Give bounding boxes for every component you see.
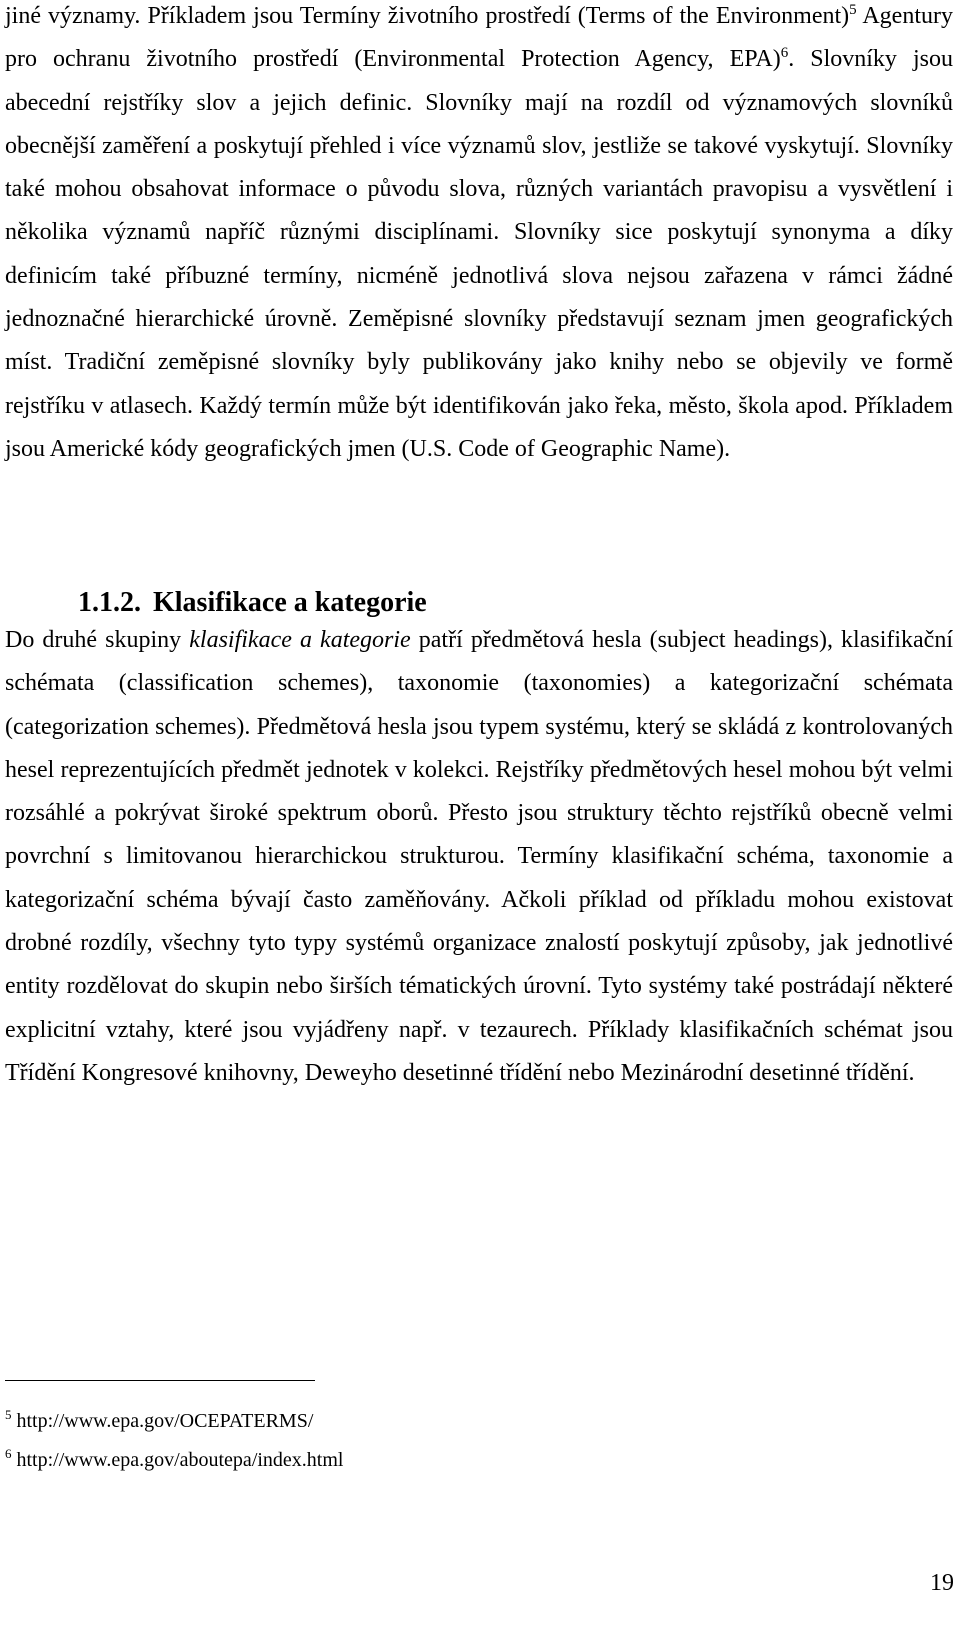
footnote-mark: 6 [5, 1446, 12, 1461]
emphasized-term: klasifikace a kategorie [189, 627, 411, 653]
page-number: 19 [930, 1570, 954, 1596]
paragraph-text-middle: Agentury pro ochranu životního prostředí (Environmental Protection Agency, EPA) [5, 3, 953, 73]
paragraph-text-intro: Do druhé skupiny [5, 627, 190, 653]
paragraph-text-rest: patří předmětová hesla (subject headings), klasifikační schémata (classification schemes), taxonomie (taxonomies) a kategorizační schémata (categorization schemes). Předmětová hesla jsou typem systému, který se skládá z kontrolovaných hesel reprezentujících předmět jednotek v kolekci. Rejstříky předmětových hesel mohou být velmi rozsáhlé a pokrývat široké spektrum oborů. Přesto jsou struktury těchto rejstříků obecně velmi povrchní s limitovanou hierarchickou strukturou. Termíny klasifikační schéma, taxonomie a kategorizační schéma bývají často zaměňovány. Ačkoli příklad od příkladu mohou existovat drobné rozdíly, všechny tyto typy systémů organizace znalostí poskytují způsoby, jak jednotlivé entity rozdělovat do skupin nebo širších tématických úrovní. Tyto systémy také postrádají některé explicitní vztahy, které jsou vyjádřeny např. v tezaurech. Příklady klasifikačních schémat jsou Třídění Kongresové knihovny, Deweyho desetinné třídění nebo Mezinárodní desetinné třídění. [5, 627, 953, 1086]
paragraph-text-intro: jiné významy. Příkladem jsou Termíny životního prostředí (Terms of the Environment) [5, 3, 850, 29]
body-paragraph-classification [5, 619, 953, 1095]
footnote-url: http://www.epa.gov/aboutepa/index.html [11, 1449, 344, 1471]
footnote-reference-6: 6 [780, 45, 789, 62]
section-heading [78, 585, 427, 621]
footnote-reference-5: 5 [849, 2, 857, 18]
section-number: 1.1.2. [78, 587, 141, 618]
section-title: Klasifikace a kategorie [153, 587, 427, 618]
footnote-mark: 5 [5, 1407, 12, 1422]
paragraph-text-rest: . Slovníky jsou abecední rejstříky slov a jejich definic. Slovníky mají na rozdíl od významových slovníků obecnější zaměření a poskytují přehled i více významů slov, jestliže se takové vyskytují. Slovníky také mohou obsahovat informace o původu slova, různých variantách pravopisu a vysvětlení i několika významů napříč různými disciplínami. Slovníky sice poskytují synonyma a díky definicím také příbuzné termíny, nicméně jednotlivá slova nejsou zařazena v rámci žádné jednoznačné hierarchické úrovně. Zeměpisné slovníky představují seznam jmen geografických míst. Tradiční zeměpisné slovníky byly publikovány jako knihy nebo se objevily ve formě rejstříku v atlasech. Každý termín může být identifikován jako řeka, město, škola apod. Příkladem jsou Americké kódy geografických jmen (U.S. Code of Geographic Name). [5, 46, 953, 462]
footnote-5 [5, 1408, 313, 1434]
footnote-url: http://www.epa.gov/OCEPATERMS/ [11, 1410, 314, 1432]
body-paragraph-dictionaries [5, 0, 953, 471]
footnote-separator [5, 1380, 315, 1381]
footnote-6 [5, 1447, 343, 1473]
